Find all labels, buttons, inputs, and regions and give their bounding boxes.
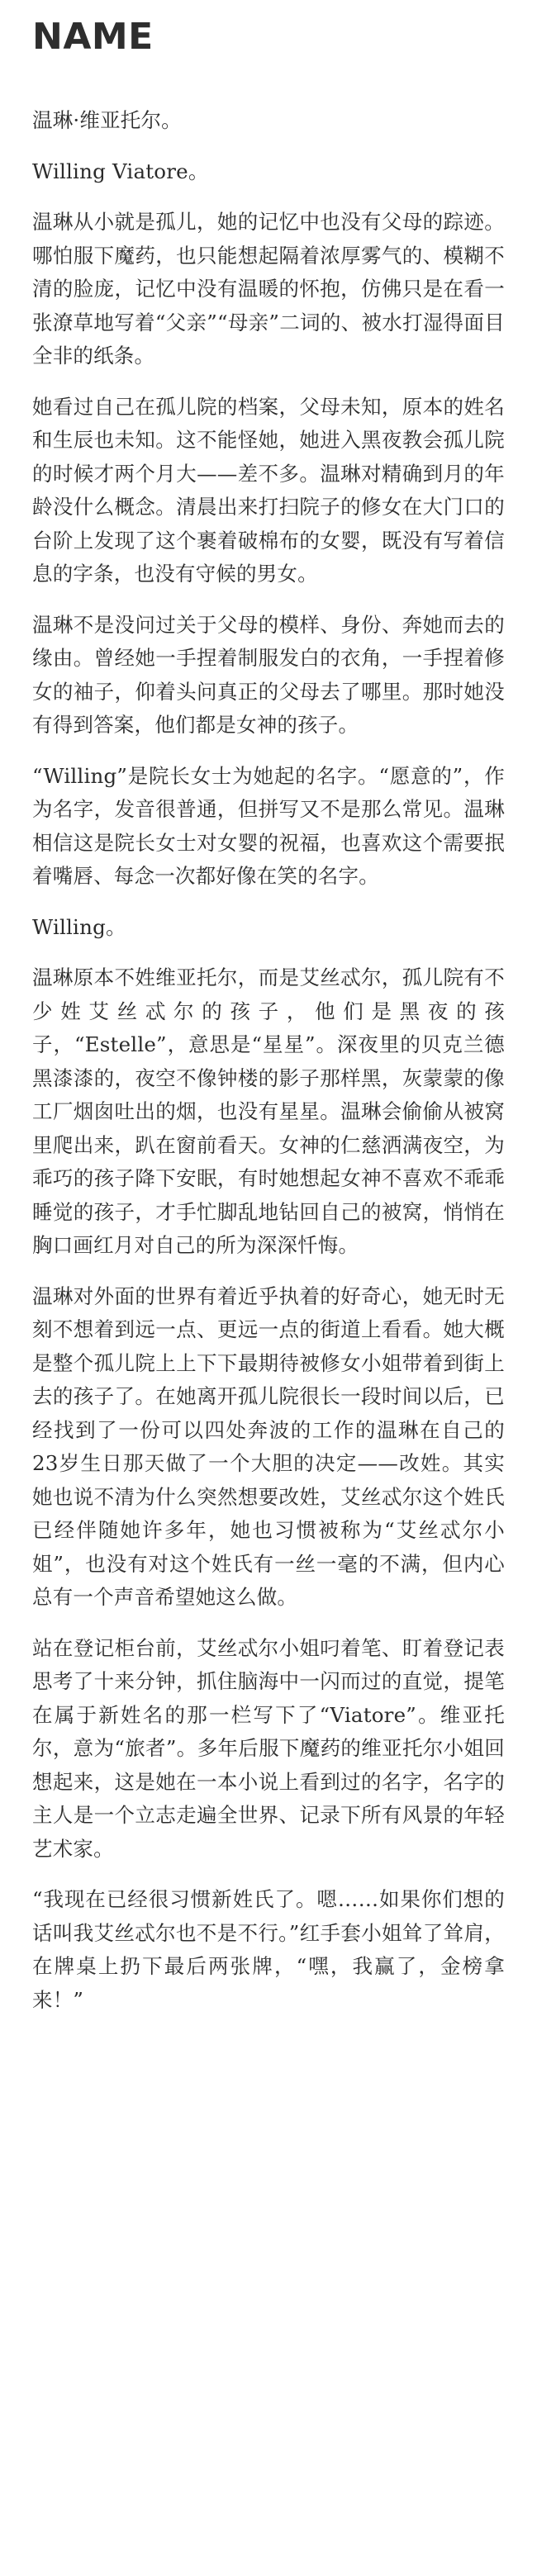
paragraph-willing-meaning: “Willing”是院长女士为她起的名字。“愿意的”，作为名字，发音很普通，但拼写又不是那么常见。温琳相信这是院长女士对女婴的祝福，也喜欢这个需要抿着嘴唇、每念一次都好像在笑的名字。 [32, 763, 505, 888]
paragraph-name-change: 温琳对外面的世界有着近乎执着的好奇心，她无时无刻不想着到远一点、更远一点的街道上看看。她大概是整个孤儿院上上下下最期待被修女小姐带着到街上去的孩子了。在她离开孤儿院很长一段时间以后，已经找到了一份可以四处奔波的工作的温琳在自己的23岁生日那天做了一个大胆的决定——改姓。其实她也说不清为什么突然想要改姓，艾丝忒尔这个姓氏已经伴随她许多年，她也习惯被称为“艾丝忒尔小姐”，也没有对这个姓氏有一丝一毫的不满，但内心总有一个声音希望她这么做。 [32, 1283, 505, 1609]
paragraph-asking-about-parents: 温琳不是没问过关于父母的模样、身份、奔她而去的缘由。曾经她一手捏着制服发白的衣角，一手捏着修女的袖子，仰着头问真正的父母去了哪里。那时她没有得到答案，他们都是女神的孩子。 [32, 612, 505, 737]
paragraph-full-name-latin: Willing Viatore。 [32, 159, 209, 183]
paragraph-closing-quote: “我现在已经很习惯新姓氏了。嗯……如果你们想的话叫我艾丝忒尔也不是不行。”红手套小姐耸了耸肩，在牌桌上扔下最后两张牌，“嘿，我赢了，金榜拿来！” [32, 1887, 505, 2012]
document-title: NAME [32, 16, 154, 58]
paragraph-full-name-chinese: 温琳·维亚托尔。 [32, 108, 182, 132]
paragraph-willing: Willing。 [32, 914, 126, 939]
paragraph-orphan-memories: 温琳从小就是孤儿，她的记忆中也没有父母的踪迹。哪怕服下魔药，也只能想起隔着浓厚雾气的、模糊不清的脸庞，记忆中没有温暖的怀抱，仿佛只是在看一张潦草地写着“父亲”“母亲”二词的、被水打湿得面目全非的纸条。 [32, 210, 505, 368]
paragraph-registration: 站在登记柜台前，艾丝忒尔小姐叼着笔、盯着登记表思考了十来分钟，抓住脑海中一闪而过的直觉，提笔在属于新姓名的那一栏写下了“Viatore”。维亚托尔，意为“旅者”。多年后服下魔药的维亚托尔小姐回想起来，这是她在一本小说上看到过的名字，名字的主人是一个立志走遍全世界、记录下所有风景的年轻艺术家。 [32, 1635, 505, 1861]
paragraph-estelle-surname: 温琳原本不姓维亚托尔，而是艾丝忒尔，孤儿院有不少姓艾丝忒尔的孩子，他们是黑夜的孩子，“Estelle”，意思是“星星”。深夜里的贝克兰德黑漆漆的，夜空不像钟楼的影子那样黑，灰蒙蒙的像工厂烟囱吐出的烟，也没有星星。温琳会偷偷从被窝里爬出来，趴在窗前看天。女神的仁慈洒满夜空，为乖巧的孩子降下安眠，有时她想起女神不喜欢不乖乖睡觉的孩子，才手忙脚乱地钻回自己的被窝，悄悄在胸口画红月对自己的所为深深忏悔。 [32, 965, 505, 1257]
paragraph-orphanage-record: 她看过自己在孤儿院的档案，父母未知，原本的姓名和生辰也未知。这不能怪她，她进入黑夜教会孤儿院的时候才两个月大——差不多。温琳对精确到月的年龄没什么概念。清晨出来打扫院子的修女在大门口的台阶上发现了这个裹着破棉布的女婴，既没有写着信息的字条，也没有守候的男女。 [32, 394, 505, 586]
